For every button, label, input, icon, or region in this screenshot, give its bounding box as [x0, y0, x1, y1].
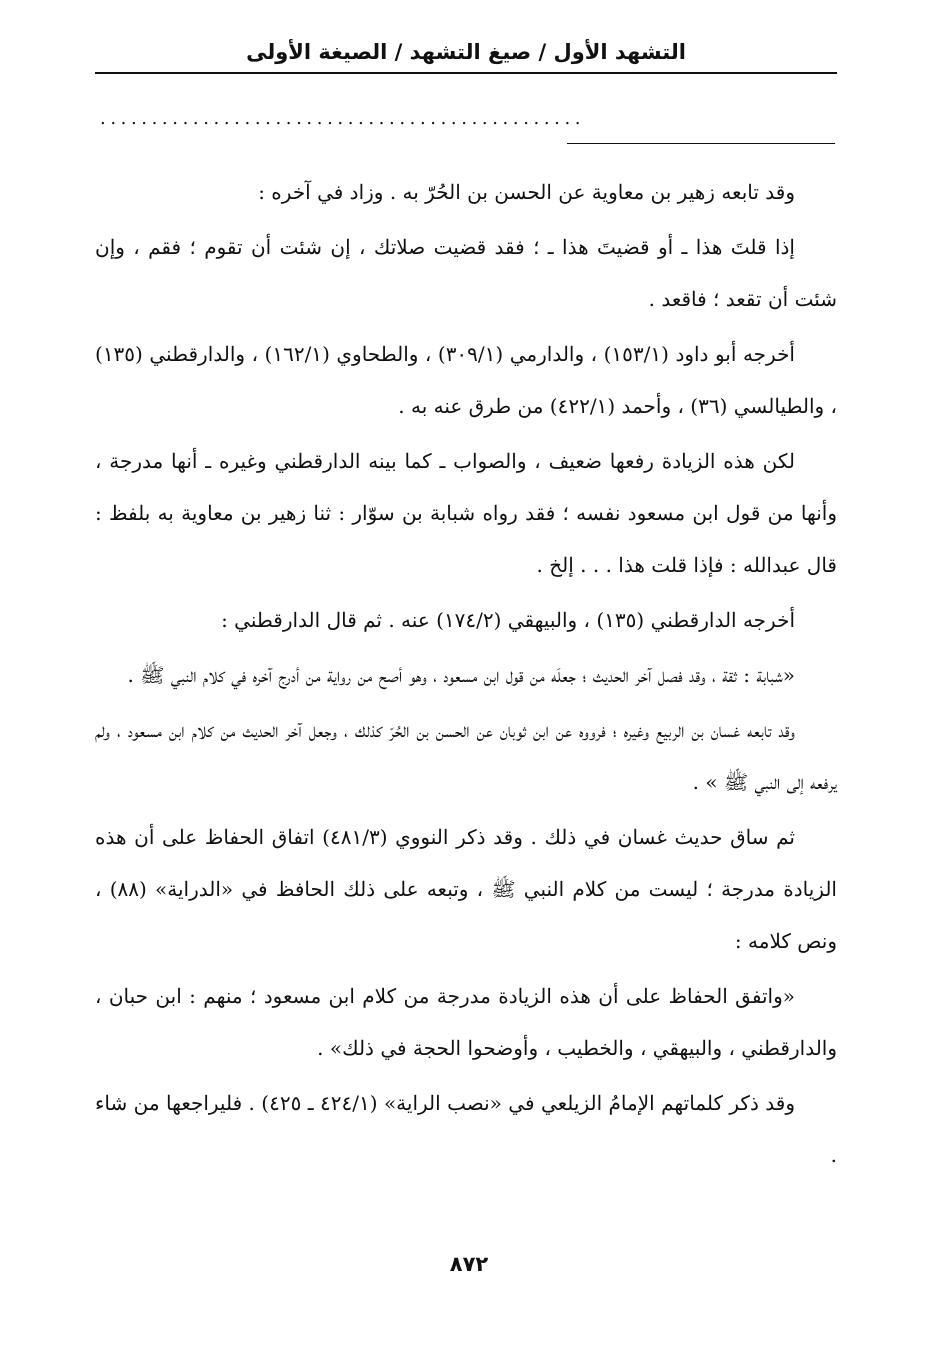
- running-header: التشهد الأول / صيغ التشهد / الصيغة الأولى: [246, 40, 686, 64]
- paragraph: ثم ساق حديث غسان في ذلك . وقد ذكر النووي (٤٨١/٣) اتفاق الحفاظ على أن هذه الزيادة مدرجة ؛ ليست من كلام النبي ﷺ ، وتبعه على ذلك الحافظ في «الدراية» (٨٨) ، ونص كلامه :: [95, 825, 837, 953]
- body-text: [95, 166, 837, 1184]
- header-rule: [95, 72, 837, 74]
- quotation-paragraph: «واتفق الحفاظ على أن هذه الزيادة مدرجة من كلام ابن مسعود ؛ منهم : ابن حبان ، والدارقطني ، والبيهقي ، والخطيب ، وأوضحوا الحجة في ذلك» .: [95, 984, 837, 1060]
- paragraph: إذا قلتَ هذا ـ أو قضيتَ هذا ـ ؛ فقد قضيت صلاتك ، إن شئت أن تقوم ؛ فقم ، وإن شئت أن تقعد ؛ فاقعد .: [95, 235, 837, 311]
- dotted-separator: ...............................................: [100, 108, 586, 129]
- paragraph: وقد تابعه زهير بن معاوية عن الحسن بن الحُرّ به . وزاد في آخره :: [258, 180, 795, 204]
- quotation-paragraph: «شبابة : ثقة ، وقد فصل آخر الحديث ؛ جعلَه من قول ابن مسعود ، وهو أصح من رواية من أدرج آخره في كلام النبي ﷺ .: [127, 663, 795, 687]
- paragraph: لكن هذه الزيادة رفعها ضعيف ، والصواب ـ كما بينه الدارقطني وغيره ـ أنها مدرجة ، وأنها من قول ابن مسعود نفسه ؛ فقد رواه شبابة بن سوّار : ثنا زهير بن معاوية به بلفظ : قال عبدالله : فإذا قلت هذا . . . إلخ .: [95, 449, 837, 577]
- quotation-paragraph: وقد تابعه غسان بن الربيع وغيره ؛ فرووه عن ابن ثوبان عن الحسن بن الحُرّ كذلك ، وجعل آخر الحديث من كلام ابن مسعود ، ولم يرفعه إلى النبي ﷺ » .: [95, 718, 837, 794]
- paragraph: أخرجه أبو داود (١٥٣/١) ، والدارمي (٣٠٩/١) ، والطحاوي (١٦٢/١) ، والدارقطني (١٣٥) ، والطيالسي (٣٦) ، وأحمد (٤٢٢/١) من طرق عنه به .: [95, 342, 837, 418]
- page-number: ٨٧٢: [449, 1252, 489, 1276]
- paragraph: وقد ذكر كلماتهم الإمامُ الزيلعي في «نصب الراية» (٤٢٤/١ ـ ٤٢٥) . فليراجعها من شاء .: [95, 1091, 837, 1167]
- paragraph: أخرجه الدارقطني (١٣٥) ، والبيهقي (١٧٤/٢) عنه . ثم قال الدارقطني :: [221, 608, 795, 632]
- separator-rule: [567, 143, 835, 144]
